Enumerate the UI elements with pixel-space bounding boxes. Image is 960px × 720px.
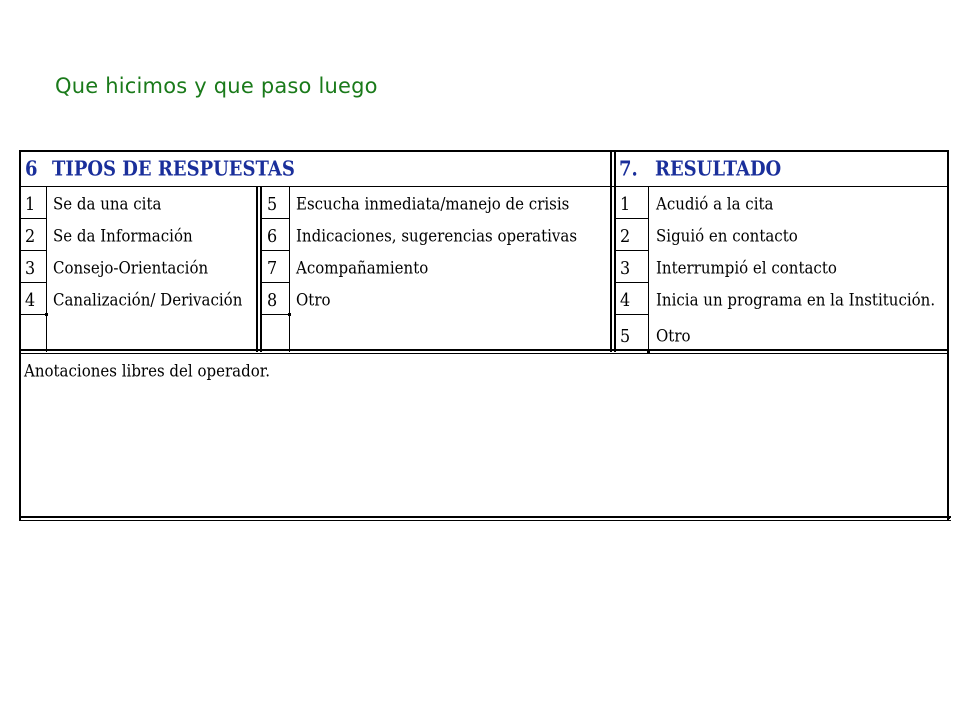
tipos-item-label: Canalización/ Derivación: [53, 290, 243, 311]
corner-mark: [647, 350, 650, 353]
tipos-item-number: 8: [267, 289, 278, 311]
section-divider-left: [610, 150, 612, 352]
row-line: [19, 314, 46, 315]
resultado-item-number: 1: [620, 193, 631, 215]
tipos-section-number: 6: [25, 157, 38, 182]
resultado-item-label: Siguió en contacto: [656, 226, 798, 247]
row-line: [19, 282, 46, 283]
tipos-item-label: Se da Información: [53, 226, 193, 247]
resultado-section-title: RESULTADO: [655, 157, 782, 182]
notes-separator: [19, 349, 949, 351]
tipos-item-number: 7: [267, 257, 278, 279]
resultado-item-label: Acudió a la cita: [656, 194, 774, 215]
row-line: [19, 218, 46, 219]
resultado-section-number: 7.: [619, 157, 638, 182]
resultado-item-number: 2: [620, 225, 631, 247]
tipos-item-label: Se da una cita: [53, 194, 162, 215]
row-line: [19, 250, 46, 251]
tipos-item-label: Acompañamiento: [296, 258, 429, 279]
notes-area[interactable]: [23, 386, 943, 512]
resultado-item-number: 3: [620, 257, 631, 279]
tipos-item-number: 3: [25, 257, 36, 279]
tipos-item-number: 2: [25, 225, 36, 247]
tipos-item-label: Consejo-Orientación: [53, 258, 209, 279]
row-line: [260, 218, 289, 219]
form-top-border: [19, 150, 949, 152]
row-line: [614, 218, 648, 219]
tipos-left-num-col: [46, 186, 47, 352]
row-line: [614, 282, 648, 283]
corner-mark: [947, 516, 950, 519]
tipos-right-num-col: [289, 186, 290, 352]
row-line: [260, 314, 289, 315]
header-underline: [19, 186, 949, 187]
resultado-item-label: Interrumpió el contacto: [656, 258, 837, 279]
resultado-num-col: [648, 186, 649, 352]
form-bottom-border-inner: [19, 520, 951, 521]
tipos-item-label: Escucha inmediata/manejo de crisis: [296, 194, 570, 215]
tipos-item-label: Indicaciones, sugerencias operativas: [296, 226, 578, 247]
corner-mark: [288, 313, 291, 316]
row-line: [614, 314, 648, 315]
row-line: [614, 250, 648, 251]
tipos-section-title: TIPOS DE RESPUESTAS: [52, 157, 295, 182]
form-right-border: [947, 150, 949, 520]
notes-label: Anotaciones libres del operador.: [24, 361, 271, 382]
notes-separator-inner: [19, 353, 949, 354]
slide-title: Que hicimos y que paso luego: [55, 74, 378, 98]
tipos-item-number: 5: [267, 193, 278, 215]
form-left-border: [19, 150, 21, 520]
tipos-column-divider-b: [260, 186, 262, 352]
row-line: [260, 282, 289, 283]
tipos-column-divider-a: [256, 186, 258, 352]
tipos-item-number: 4: [25, 289, 36, 311]
tipos-item-label: Otro: [296, 290, 331, 311]
resultado-item-number: 5: [620, 325, 631, 347]
resultado-item-label: Inicia un programa en la Institución.: [656, 290, 936, 311]
tipos-item-number: 1: [25, 193, 36, 215]
row-line: [260, 250, 289, 251]
section-divider-right: [614, 150, 616, 352]
corner-mark: [45, 313, 48, 316]
tipos-item-number: 6: [267, 225, 278, 247]
resultado-item-number: 4: [620, 289, 631, 311]
response-form: [19, 150, 951, 520]
form-bottom-border: [19, 516, 951, 518]
resultado-item-label: Otro: [656, 326, 691, 347]
